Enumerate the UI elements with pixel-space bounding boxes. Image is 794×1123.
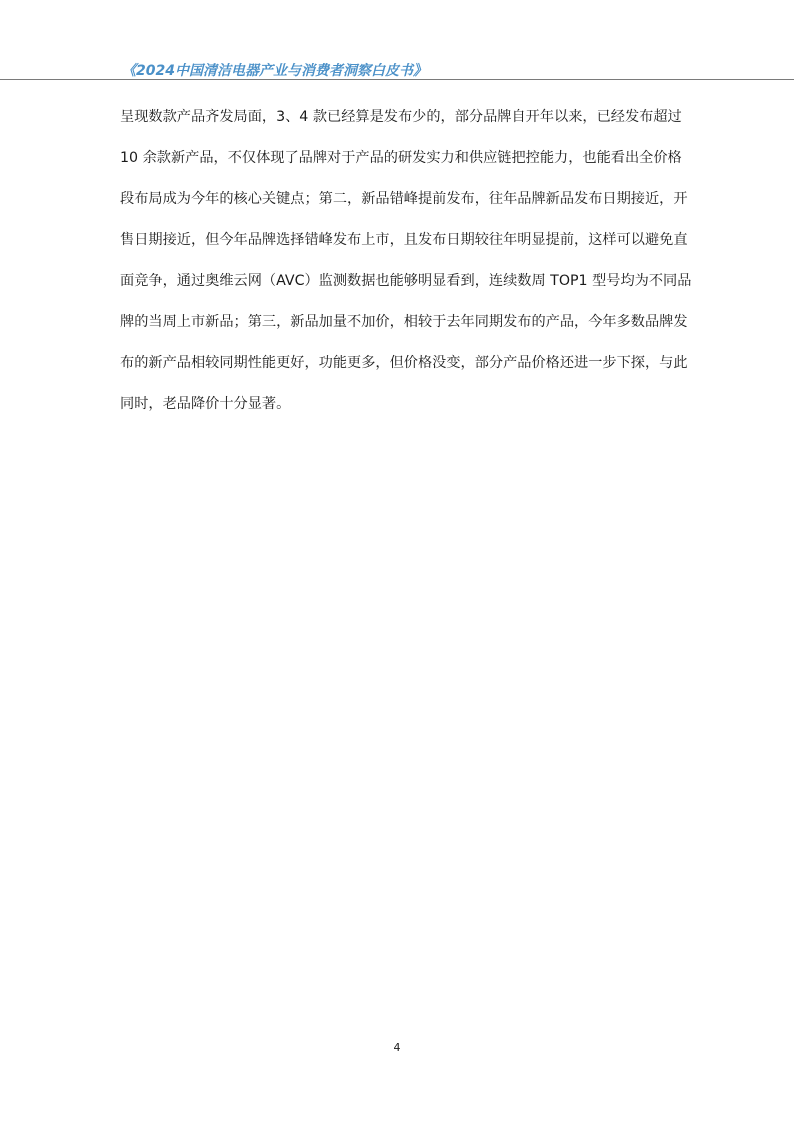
page-number: 4 [393, 1041, 401, 1054]
paragraph-line: 牌的当周上市新品；第三，新品加量不加价，相较于去年同期发布的产品，今年多数品牌发 [120, 314, 688, 330]
header-divider [0, 79, 794, 80]
paragraph-line: 售日期接近，但今年品牌选择错峰发布上市，且发布日期较往年明显提前，这样可以避免直 [120, 232, 688, 248]
paragraph-line: 10 余款新产品，不仅体现了品牌对于产品的研发实力和供应链把控能力，也能看出全价格 [120, 150, 682, 166]
paragraph-line: 布的新产品相较同期性能更好，功能更多，但价格没变，部分产品价格还进一步下探，与此 [120, 355, 688, 371]
paragraph-line: 面竞争，通过奥维云网（AVC）监测数据也能够明显看到，连续数周 TOP1 型号均为不同品 [120, 273, 692, 289]
paragraph-line: 呈现数款产品齐发局面，3、4 款已经算是发布少的，部分品牌自开年以来，已经发布超过 [120, 109, 682, 125]
paragraph-line: 同时，老品降价十分显著。 [120, 396, 291, 412]
running-header-title: 《2024中国清洁电器产业与消费者洞察白皮书》 [122, 63, 427, 79]
body-paragraph [120, 105, 692, 433]
paragraph-line: 段布局成为今年的核心关键点；第二，新品错峰提前发布，往年品牌新品发布日期接近，开 [120, 191, 688, 207]
